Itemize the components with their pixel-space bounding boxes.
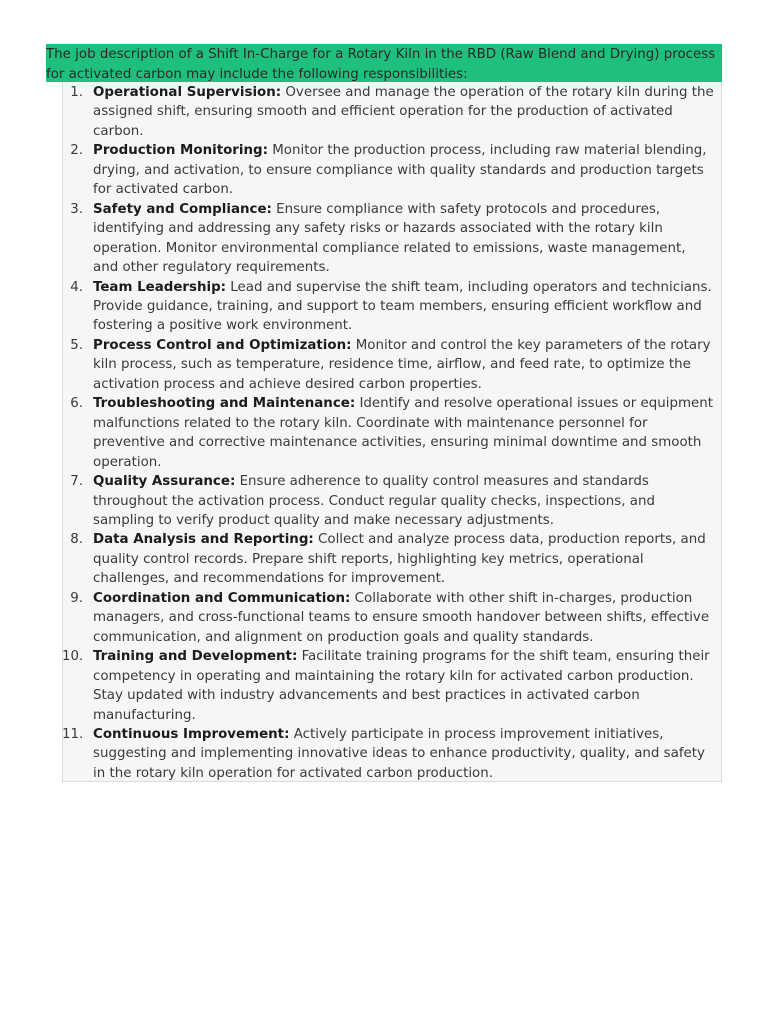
item-text: Collect and analyze process data, production reports, and quality control records. Prepare shift reports, highlighting key metrics, operational challenges, and recommendations for improvement. xyxy=(93,532,706,587)
item-title: Quality Assurance: xyxy=(93,474,236,490)
list-item xyxy=(62,530,722,588)
item-number: 11. xyxy=(62,726,84,742)
item-number: 8. xyxy=(70,532,83,548)
list-item xyxy=(62,725,722,783)
item-number: 3. xyxy=(70,201,83,217)
list-item xyxy=(62,336,722,394)
item-text: Oversee and manage the operation of the rotary kiln during the assigned shift, ensuring smooth and efficient operation for the production of activated carbon. xyxy=(93,85,714,139)
list-item xyxy=(62,472,722,530)
item-title: Data Analysis and Reporting: xyxy=(93,532,314,548)
item-number: 5. xyxy=(70,337,83,353)
item-title: Coordination and Communication: xyxy=(93,590,351,606)
item-text: Ensure compliance with safety protocols and procedures, identifying and addressing any safety risks or hazards associated with the rotary kiln operation. Monitor environmental compliance related to emissions, waste management, and other regulatory requirements. xyxy=(93,201,686,276)
item-number: 1. xyxy=(70,85,83,100)
item-text: Monitor and control the key parameters of the rotary kiln process, such as temperature, residence time, airflow, and feed rate, to optimize the activation process and achieve desired carbon properties. xyxy=(93,337,711,392)
item-title: Troubleshooting and Maintenance: xyxy=(93,396,356,412)
item-title: Team Leadership: xyxy=(93,279,227,295)
item-number: 10. xyxy=(62,649,84,665)
item-number: 2. xyxy=(70,143,83,159)
list-item xyxy=(62,589,722,647)
item-title: Continuous Improvement: xyxy=(93,726,290,742)
list-item xyxy=(62,83,722,141)
item-text: Lead and supervise the shift team, including operators and technicians. Provide guidance, training, and support to team members, ensuring efficient workflow and fostering a positive work environment. xyxy=(93,279,712,334)
list-item xyxy=(62,141,722,199)
list-item xyxy=(62,278,722,336)
item-text: Actively participate in process improvement initiatives, suggesting and implementing innovative ideas to enhance productivity, quality, and safety in the rotary kiln operation for activated carbon production. xyxy=(93,726,705,781)
item-title: Safety and Compliance: xyxy=(93,201,272,217)
list-item xyxy=(62,394,722,472)
item-text: Monitor the production process, including raw material blending, drying, and activation, to ensure compliance with quality standards and production targets for activated carbon. xyxy=(93,143,707,198)
intro-paragraph: The job description of a Shift In-Charge for a Rotary Kiln in the RBD (Raw Blend and Drying) process for activated carbon may include the following responsibilities: xyxy=(46,44,722,82)
item-number: 4. xyxy=(70,279,83,295)
item-text: Facilitate training programs for the shift team, ensuring their competency in operating and maintaining the rotary kiln for activated carbon production. Stay updated with industry advancements and best practices in activated carbon manufacturing. xyxy=(93,649,710,723)
item-number: 9. xyxy=(70,590,83,606)
item-number: 6. xyxy=(70,396,83,412)
item-title: Training and Development: xyxy=(93,649,298,665)
list-item xyxy=(62,200,722,278)
item-title: Production Monitoring: xyxy=(93,143,268,159)
item-title: Process Control and Optimization: xyxy=(93,337,352,353)
item-text: Identify and resolve operational issues or equipment malfunctions related to the rotary kiln. Coordinate with maintenance personnel for preventive and corrective maintenance activities, ensuring minimal downtime and smooth operation. xyxy=(93,396,713,470)
item-number: 7. xyxy=(70,474,83,490)
item-text: Ensure adherence to quality control measures and standards throughout the activation process. Conduct regular quality checks, inspections, and sampling to verify product quality and make necessary adjustments. xyxy=(93,474,655,528)
list-item xyxy=(62,647,722,725)
responsibilities-list xyxy=(62,83,722,783)
item-title: Operational Supervision: xyxy=(93,85,282,100)
item-text: Collaborate with other shift in-charges, production managers, and cross-functional teams to ensure smooth handover between shifts, effective communication, and alignment on production goals and quality standards. xyxy=(93,590,710,645)
